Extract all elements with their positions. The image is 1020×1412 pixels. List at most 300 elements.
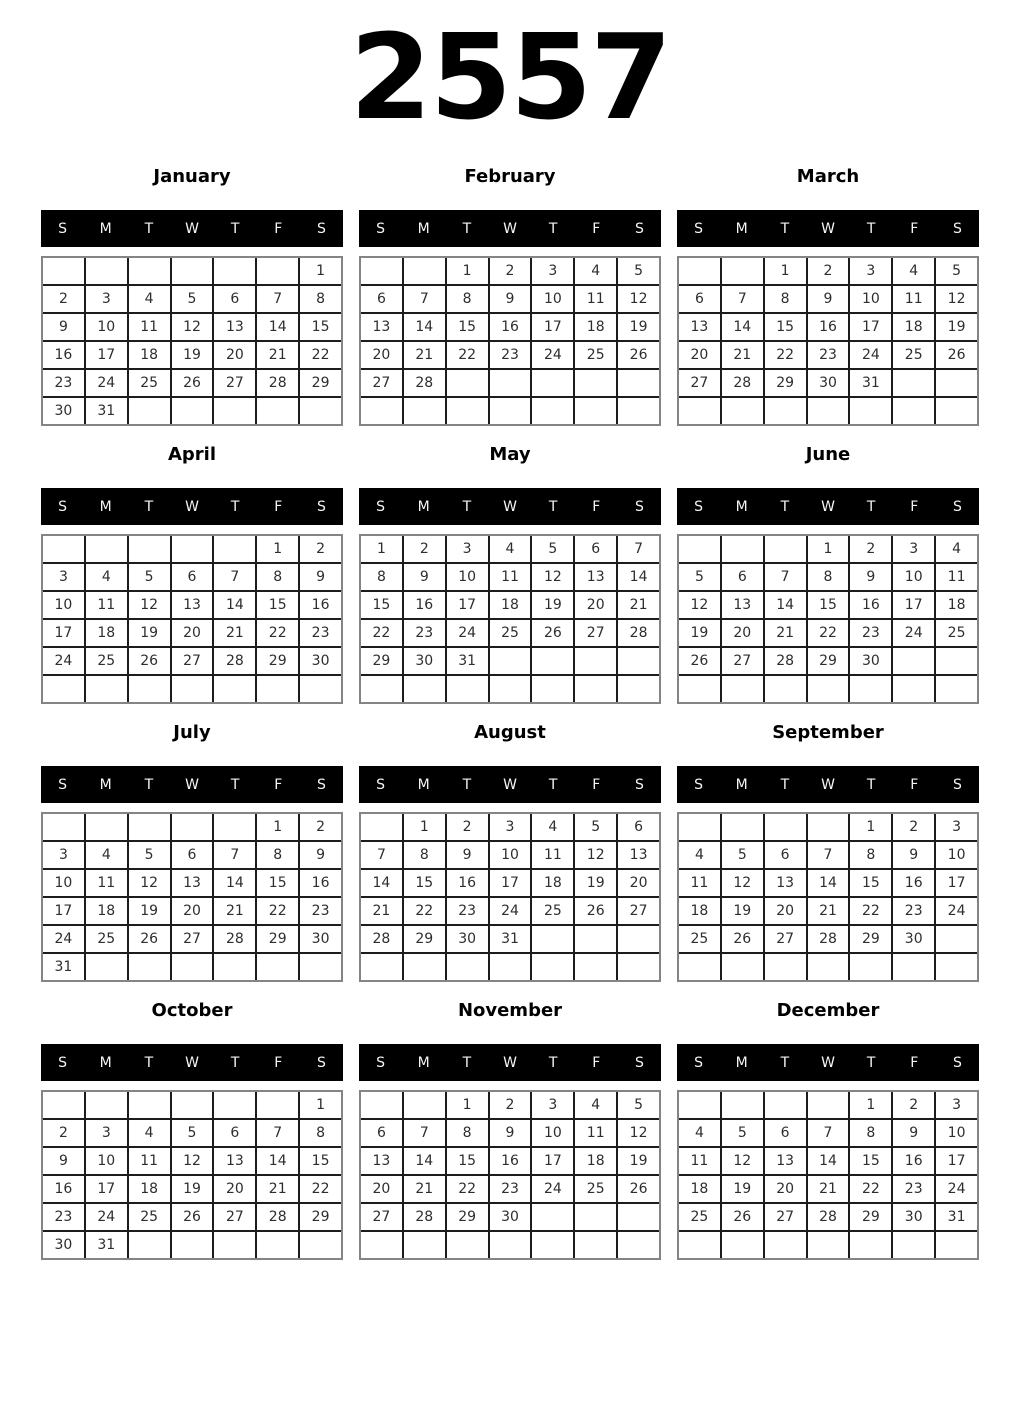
- empty-cell: [361, 954, 402, 980]
- day-cell: 27: [172, 926, 213, 952]
- empty-cell: [936, 648, 977, 674]
- empty-cell: [808, 676, 849, 702]
- day-cell: 30: [490, 1204, 531, 1230]
- day-cell: 9: [300, 564, 341, 590]
- day-cell: 25: [532, 898, 573, 924]
- day-cell: 8: [850, 842, 891, 868]
- day-cell: 2: [43, 1120, 84, 1146]
- day-cell: 17: [850, 314, 891, 340]
- month-december: [677, 994, 979, 1260]
- day-cell: 24: [43, 926, 84, 952]
- day-cell: 1: [447, 1092, 488, 1118]
- day-cell: 6: [214, 286, 255, 312]
- empty-cell: [404, 954, 445, 980]
- day-cell: 21: [257, 342, 298, 368]
- day-cell: 21: [765, 620, 806, 646]
- empty-cell: [808, 954, 849, 980]
- day-cell: 14: [808, 1148, 849, 1174]
- weekday-label: S: [376, 220, 386, 237]
- weekday-label: T: [144, 498, 154, 515]
- day-cell: 19: [129, 620, 170, 646]
- day-cell: 25: [129, 370, 170, 396]
- day-cell: 21: [257, 1176, 298, 1202]
- day-cell: 4: [490, 536, 531, 562]
- empty-cell: [300, 676, 341, 702]
- day-cell: 5: [172, 1120, 213, 1146]
- day-cell: 25: [490, 620, 531, 646]
- day-cell: 29: [300, 370, 341, 396]
- empty-cell: [679, 676, 720, 702]
- day-cell: 31: [447, 648, 488, 674]
- day-cell: 22: [447, 342, 488, 368]
- weekday-label: T: [462, 776, 472, 793]
- day-cell: 12: [129, 870, 170, 896]
- empty-cell: [257, 398, 298, 424]
- weekday-header-row: [359, 210, 661, 247]
- day-cell: 3: [43, 564, 84, 590]
- weekday-label: T: [230, 776, 240, 793]
- day-cell: 15: [404, 870, 445, 896]
- day-cell: 7: [808, 842, 849, 868]
- weekday-header-row: [41, 210, 343, 247]
- day-cell: 1: [257, 814, 298, 840]
- day-cell: 6: [679, 286, 720, 312]
- day-cell: 16: [447, 870, 488, 896]
- day-cell: 21: [361, 898, 402, 924]
- day-cell: 2: [447, 814, 488, 840]
- month-january: [41, 160, 343, 426]
- empty-cell: [722, 814, 763, 840]
- day-cell: 28: [361, 926, 402, 952]
- day-cell: 6: [575, 536, 616, 562]
- month-title: November: [457, 999, 563, 1021]
- day-cell: 22: [257, 620, 298, 646]
- day-cell: 17: [532, 314, 573, 340]
- day-cell: 19: [172, 1176, 213, 1202]
- day-cell: 2: [490, 258, 531, 284]
- month-title: May: [489, 443, 531, 465]
- day-cell: 11: [575, 286, 616, 312]
- day-cell: 28: [808, 1204, 849, 1230]
- weekday-label: S: [376, 1054, 386, 1071]
- weekday-label: M: [99, 220, 112, 237]
- weekday-label: W: [503, 776, 517, 793]
- day-cell: 5: [722, 1120, 763, 1146]
- day-cell: 5: [532, 536, 573, 562]
- empty-cell: [172, 1232, 213, 1258]
- day-cell: 25: [679, 1204, 720, 1230]
- month-title: July: [173, 721, 211, 743]
- empty-cell: [679, 258, 720, 284]
- weekday-label: F: [910, 776, 919, 793]
- day-cell: 9: [43, 1148, 84, 1174]
- day-cell: 11: [575, 1120, 616, 1146]
- month-title: June: [805, 443, 851, 465]
- day-cell: 10: [936, 842, 977, 868]
- day-cell: 5: [172, 286, 213, 312]
- day-cell: 20: [214, 342, 255, 368]
- day-cell: 17: [86, 342, 127, 368]
- month-day-grid: [41, 534, 343, 704]
- weekday-label: T: [866, 1054, 876, 1071]
- day-cell: 2: [300, 814, 341, 840]
- empty-cell: [447, 398, 488, 424]
- day-cell: 9: [404, 564, 445, 590]
- day-cell: 17: [532, 1148, 573, 1174]
- day-cell: 19: [618, 314, 659, 340]
- day-cell: 27: [214, 1204, 255, 1230]
- empty-cell: [679, 1232, 720, 1258]
- day-cell: 28: [214, 926, 255, 952]
- day-cell: 3: [447, 536, 488, 562]
- day-cell: 9: [300, 842, 341, 868]
- empty-cell: [850, 676, 891, 702]
- day-cell: 9: [893, 1120, 934, 1146]
- weekday-label: F: [592, 220, 601, 237]
- day-cell: 1: [765, 258, 806, 284]
- empty-cell: [172, 814, 213, 840]
- weekday-label: W: [503, 220, 517, 237]
- weekday-label: M: [99, 776, 112, 793]
- day-cell: 23: [404, 620, 445, 646]
- day-cell: 4: [129, 1120, 170, 1146]
- day-cell: 7: [214, 564, 255, 590]
- day-cell: 12: [575, 842, 616, 868]
- day-cell: 3: [532, 1092, 573, 1118]
- day-cell: 11: [86, 592, 127, 618]
- weekday-header-row: [41, 1044, 343, 1081]
- day-cell: 19: [129, 898, 170, 924]
- month-title: February: [464, 165, 556, 187]
- day-cell: 16: [490, 1148, 531, 1174]
- day-cell: 23: [300, 620, 341, 646]
- empty-cell: [172, 398, 213, 424]
- day-cell: 18: [679, 1176, 720, 1202]
- empty-cell: [490, 954, 531, 980]
- day-cell: 18: [86, 898, 127, 924]
- day-cell: 6: [765, 842, 806, 868]
- day-cell: 2: [43, 286, 84, 312]
- day-cell: 10: [86, 314, 127, 340]
- day-cell: 23: [893, 1176, 934, 1202]
- day-cell: 22: [850, 1176, 891, 1202]
- day-cell: 19: [679, 620, 720, 646]
- empty-cell: [257, 258, 298, 284]
- day-cell: 19: [936, 314, 977, 340]
- weekday-label: W: [185, 498, 199, 515]
- day-cell: 6: [172, 842, 213, 868]
- empty-cell: [214, 398, 255, 424]
- empty-cell: [808, 1232, 849, 1258]
- day-cell: 10: [447, 564, 488, 590]
- day-cell: 1: [850, 814, 891, 840]
- day-cell: 3: [850, 258, 891, 284]
- month-day-grid: [41, 812, 343, 982]
- day-cell: 10: [43, 870, 84, 896]
- empty-cell: [43, 814, 84, 840]
- day-cell: 2: [808, 258, 849, 284]
- day-cell: 14: [214, 592, 255, 618]
- day-cell: 18: [575, 1148, 616, 1174]
- day-cell: 31: [43, 954, 84, 980]
- day-cell: 14: [404, 314, 445, 340]
- empty-cell: [765, 676, 806, 702]
- empty-cell: [86, 676, 127, 702]
- day-cell: 27: [618, 898, 659, 924]
- day-cell: 28: [765, 648, 806, 674]
- empty-cell: [86, 258, 127, 284]
- day-cell: 15: [257, 592, 298, 618]
- day-cell: 1: [361, 536, 402, 562]
- day-cell: 4: [893, 258, 934, 284]
- month-title: October: [151, 999, 233, 1021]
- empty-cell: [575, 398, 616, 424]
- day-cell: 22: [300, 1176, 341, 1202]
- day-cell: 26: [129, 926, 170, 952]
- day-cell: 5: [722, 842, 763, 868]
- day-cell: 26: [172, 1204, 213, 1230]
- weekday-label: T: [144, 776, 154, 793]
- empty-cell: [936, 954, 977, 980]
- weekday-header-row: [677, 210, 979, 247]
- day-cell: 23: [300, 898, 341, 924]
- weekday-label: S: [58, 1054, 68, 1071]
- day-cell: 8: [850, 1120, 891, 1146]
- empty-cell: [618, 648, 659, 674]
- empty-cell: [129, 676, 170, 702]
- empty-cell: [43, 536, 84, 562]
- day-cell: 26: [722, 1204, 763, 1230]
- day-cell: 6: [361, 286, 402, 312]
- day-cell: 12: [618, 1120, 659, 1146]
- empty-cell: [722, 536, 763, 562]
- day-cell: 1: [808, 536, 849, 562]
- day-cell: 21: [722, 342, 763, 368]
- day-cell: 13: [722, 592, 763, 618]
- day-cell: 22: [447, 1176, 488, 1202]
- day-cell: 25: [86, 926, 127, 952]
- weekday-label: F: [274, 776, 283, 793]
- day-cell: 4: [936, 536, 977, 562]
- weekday-label: S: [376, 776, 386, 793]
- weekday-label: T: [462, 1054, 472, 1071]
- day-cell: 15: [808, 592, 849, 618]
- day-cell: 14: [361, 870, 402, 896]
- day-cell: 28: [618, 620, 659, 646]
- empty-cell: [765, 954, 806, 980]
- weekday-label: S: [634, 220, 644, 237]
- weekday-header-row: [41, 766, 343, 803]
- day-cell: 24: [936, 1176, 977, 1202]
- day-cell: 12: [679, 592, 720, 618]
- day-cell: 7: [257, 286, 298, 312]
- day-cell: 9: [490, 1120, 531, 1146]
- weekday-label: T: [866, 220, 876, 237]
- empty-cell: [532, 370, 573, 396]
- day-cell: 19: [575, 870, 616, 896]
- day-cell: 25: [129, 1204, 170, 1230]
- empty-cell: [361, 1232, 402, 1258]
- day-cell: 29: [361, 648, 402, 674]
- empty-cell: [490, 676, 531, 702]
- day-cell: 5: [679, 564, 720, 590]
- day-cell: 13: [172, 870, 213, 896]
- day-cell: 10: [893, 564, 934, 590]
- empty-cell: [43, 1092, 84, 1118]
- month-day-grid: [41, 256, 343, 426]
- empty-cell: [618, 676, 659, 702]
- day-cell: 29: [257, 648, 298, 674]
- day-cell: 27: [765, 1204, 806, 1230]
- day-cell: 6: [214, 1120, 255, 1146]
- day-cell: 15: [765, 314, 806, 340]
- day-cell: 30: [404, 648, 445, 674]
- empty-cell: [404, 1092, 445, 1118]
- empty-cell: [722, 1092, 763, 1118]
- day-cell: 18: [86, 620, 127, 646]
- day-cell: 2: [404, 536, 445, 562]
- month-day-grid: [359, 534, 661, 704]
- day-cell: 16: [43, 1176, 84, 1202]
- day-cell: 28: [257, 1204, 298, 1230]
- day-cell: 24: [893, 620, 934, 646]
- weekday-label: S: [634, 498, 644, 515]
- day-cell: 26: [129, 648, 170, 674]
- day-cell: 8: [404, 842, 445, 868]
- empty-cell: [490, 1232, 531, 1258]
- day-cell: 1: [850, 1092, 891, 1118]
- day-cell: 5: [575, 814, 616, 840]
- weekday-label: T: [144, 220, 154, 237]
- day-cell: 2: [300, 536, 341, 562]
- day-cell: 30: [850, 648, 891, 674]
- day-cell: 29: [404, 926, 445, 952]
- day-cell: 30: [300, 648, 341, 674]
- day-cell: 27: [172, 648, 213, 674]
- day-cell: 29: [257, 926, 298, 952]
- weekday-label: M: [735, 1054, 748, 1071]
- empty-cell: [214, 814, 255, 840]
- weekday-label: T: [230, 498, 240, 515]
- weekday-label: W: [821, 498, 835, 515]
- day-cell: 12: [129, 592, 170, 618]
- day-cell: 20: [172, 620, 213, 646]
- weekday-label: T: [548, 220, 558, 237]
- empty-cell: [129, 1232, 170, 1258]
- day-cell: 23: [490, 342, 531, 368]
- day-cell: 15: [300, 1148, 341, 1174]
- day-cell: 15: [850, 870, 891, 896]
- day-cell: 7: [765, 564, 806, 590]
- day-cell: 26: [679, 648, 720, 674]
- empty-cell: [679, 536, 720, 562]
- month-day-grid: [677, 534, 979, 704]
- day-cell: 17: [936, 1148, 977, 1174]
- day-cell: 2: [850, 536, 891, 562]
- day-cell: 13: [214, 314, 255, 340]
- empty-cell: [214, 1092, 255, 1118]
- day-cell: 30: [893, 926, 934, 952]
- weekday-header-row: [359, 488, 661, 525]
- day-cell: 16: [490, 314, 531, 340]
- day-cell: 18: [575, 314, 616, 340]
- day-cell: 1: [300, 1092, 341, 1118]
- day-cell: 30: [893, 1204, 934, 1230]
- empty-cell: [575, 1232, 616, 1258]
- empty-cell: [618, 398, 659, 424]
- day-cell: 23: [808, 342, 849, 368]
- day-cell: 15: [361, 592, 402, 618]
- empty-cell: [618, 1204, 659, 1230]
- day-cell: 20: [722, 620, 763, 646]
- weekday-label: W: [821, 776, 835, 793]
- day-cell: 3: [532, 258, 573, 284]
- empty-cell: [129, 536, 170, 562]
- empty-cell: [575, 954, 616, 980]
- weekday-label: T: [866, 498, 876, 515]
- empty-cell: [214, 1232, 255, 1258]
- day-cell: 23: [43, 370, 84, 396]
- day-cell: 25: [936, 620, 977, 646]
- day-cell: 16: [850, 592, 891, 618]
- weekday-label: W: [503, 1054, 517, 1071]
- day-cell: 13: [618, 842, 659, 868]
- day-cell: 9: [447, 842, 488, 868]
- day-cell: 8: [447, 286, 488, 312]
- day-cell: 21: [404, 342, 445, 368]
- day-cell: 4: [86, 564, 127, 590]
- empty-cell: [722, 676, 763, 702]
- empty-cell: [300, 1232, 341, 1258]
- day-cell: 19: [172, 342, 213, 368]
- day-cell: 2: [893, 814, 934, 840]
- empty-cell: [172, 676, 213, 702]
- empty-cell: [532, 648, 573, 674]
- day-cell: 24: [43, 648, 84, 674]
- day-cell: 31: [490, 926, 531, 952]
- empty-cell: [532, 1232, 573, 1258]
- empty-cell: [129, 954, 170, 980]
- day-cell: 11: [679, 870, 720, 896]
- day-cell: 20: [765, 898, 806, 924]
- day-cell: 5: [129, 842, 170, 868]
- empty-cell: [214, 676, 255, 702]
- day-cell: 18: [129, 1176, 170, 1202]
- empty-cell: [43, 676, 84, 702]
- empty-cell: [490, 398, 531, 424]
- month-april: [41, 438, 343, 704]
- weekday-label: S: [58, 220, 68, 237]
- day-cell: 14: [765, 592, 806, 618]
- day-cell: 6: [618, 814, 659, 840]
- day-cell: 20: [172, 898, 213, 924]
- empty-cell: [618, 370, 659, 396]
- day-cell: 29: [447, 1204, 488, 1230]
- day-cell: 4: [575, 258, 616, 284]
- weekday-header-row: [359, 766, 661, 803]
- empty-cell: [722, 954, 763, 980]
- day-cell: 17: [43, 620, 84, 646]
- day-cell: 25: [86, 648, 127, 674]
- day-cell: 17: [936, 870, 977, 896]
- day-cell: 22: [765, 342, 806, 368]
- day-cell: 18: [679, 898, 720, 924]
- day-cell: 15: [300, 314, 341, 340]
- day-cell: 10: [936, 1120, 977, 1146]
- day-cell: 22: [850, 898, 891, 924]
- month-day-grid: [359, 256, 661, 426]
- weekday-label: M: [99, 498, 112, 515]
